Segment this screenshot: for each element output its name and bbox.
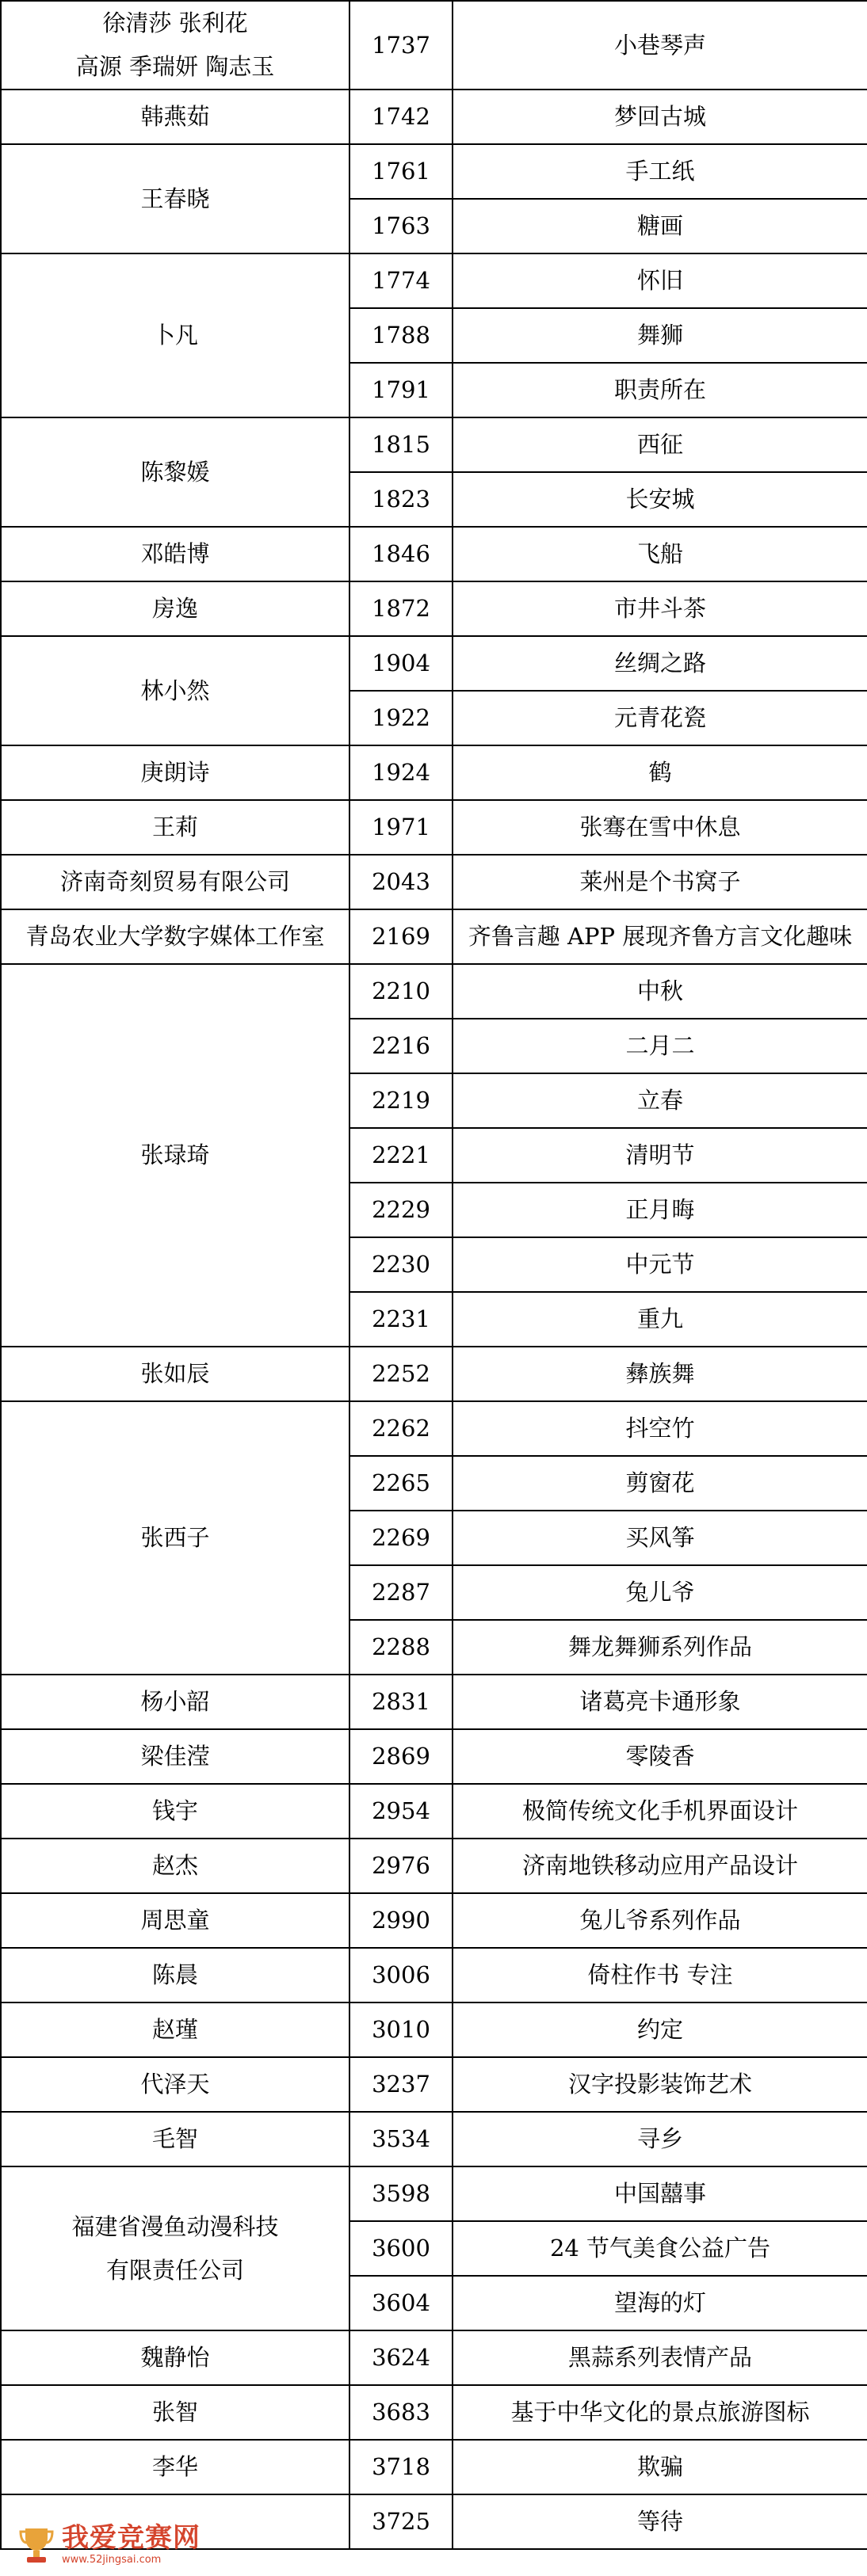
- entry-title-cell: 零陵香: [453, 1729, 867, 1784]
- entry-id-cell: 1904: [349, 636, 453, 691]
- entry-title-cell: 兔儿爷: [453, 1565, 867, 1620]
- entry-id-cell: 1971: [349, 800, 453, 855]
- table-row: [1, 2385, 867, 2440]
- table-row: [1, 1, 867, 90]
- table-row: [1, 1729, 867, 1784]
- entry-id-cell: 2288: [349, 1620, 453, 1675]
- table-row: [1, 909, 867, 964]
- entry-id-cell: 2976: [349, 1839, 453, 1893]
- table-row: [1, 1784, 867, 1839]
- entry-id-cell: 1872: [349, 581, 453, 636]
- entry-title-cell: 兔儿爷系列作品: [453, 1893, 867, 1948]
- entry-id-cell: 2262: [349, 1401, 453, 1456]
- entry-id-cell: 3598: [349, 2166, 453, 2221]
- entry-id-cell: 2869: [349, 1729, 453, 1784]
- entry-id-cell: 3237: [349, 2057, 453, 2112]
- entry-title-cell: 梦回古城: [453, 90, 867, 144]
- awards-table-body: [1, 1, 867, 2554]
- entry-title-cell: 寻乡: [453, 2112, 867, 2166]
- entry-title-cell: 怀旧: [453, 253, 867, 308]
- entry-id-cell: 2169: [349, 909, 453, 964]
- trophy-icon: [17, 2524, 55, 2565]
- entry-id-cell: 2230: [349, 1237, 453, 1292]
- entry-id-cell: 3600: [349, 2221, 453, 2276]
- entry-title-cell: 职责所在: [453, 363, 867, 417]
- winner-cell: 王莉: [1, 800, 349, 855]
- entry-title-cell: 黑蒜系列表情产品: [453, 2330, 867, 2385]
- entry-title-cell: 二月二: [453, 1019, 867, 1073]
- entry-title-cell: 彝族舞: [453, 1347, 867, 1401]
- table-row: [1, 2002, 867, 2057]
- entry-title-cell: 重九: [453, 1292, 867, 1347]
- entry-title-cell: 约定: [453, 2002, 867, 2057]
- entry-id-cell: 1924: [349, 745, 453, 800]
- winner-cell: 张琭琦: [1, 964, 349, 1347]
- entry-id-cell: 1761: [349, 144, 453, 199]
- winner-cell: 魏静怡: [1, 2330, 349, 2385]
- entry-title-cell: 基于中华文化的景点旅游图标: [453, 2385, 867, 2440]
- winner-cell: 赵瑾: [1, 2002, 349, 2057]
- winner-cell: 青岛农业大学数字媒体工作室: [1, 909, 349, 964]
- entry-id-cell: 3534: [349, 2112, 453, 2166]
- entry-id-cell: 2219: [349, 1073, 453, 1128]
- winner-cell: 李华: [1, 2440, 349, 2494]
- entry-title-cell: 买风筝: [453, 1511, 867, 1565]
- entry-title-cell: 中秋: [453, 964, 867, 1019]
- entry-title-cell: 齐鲁言趣 APP 展现齐鲁方言文化趣味: [453, 909, 867, 964]
- table-row: [1, 1893, 867, 1948]
- entry-id-cell: 3718: [349, 2440, 453, 2494]
- entry-id-cell: 2252: [349, 1347, 453, 1401]
- winner-cell: 卜凡: [1, 253, 349, 417]
- entry-title-cell: 立春: [453, 1073, 867, 1128]
- table-row: [1, 855, 867, 909]
- entry-title-cell: 莱州是个书窝子: [453, 855, 867, 909]
- entry-id-cell: 1846: [349, 527, 453, 581]
- winner-cell: 梁佳滢: [1, 1729, 349, 1784]
- table-row: [1, 2166, 867, 2221]
- entry-id-cell: 2954: [349, 1784, 453, 1839]
- entry-title-cell: 小巷琴声: [453, 1, 867, 90]
- table-row: [1, 1401, 867, 1456]
- winner-cell: 钱宇: [1, 1784, 349, 1839]
- watermark-url: www.52jingsai.com: [62, 2553, 162, 2566]
- winner-cell: 代泽天: [1, 2057, 349, 2112]
- entry-id-cell: 2231: [349, 1292, 453, 1347]
- winner-cell: 房逸: [1, 581, 349, 636]
- table-row: [1, 636, 867, 691]
- entry-title-cell: 舞狮: [453, 308, 867, 363]
- entry-id-cell: 2043: [349, 855, 453, 909]
- entry-id-cell: 1774: [349, 253, 453, 308]
- winner-cell: 韩燕茹: [1, 90, 349, 144]
- entry-id-cell: 3725: [349, 2494, 453, 2549]
- entry-id-cell: 1922: [349, 691, 453, 745]
- winner-cell: 周思童: [1, 1893, 349, 1948]
- entry-title-cell: 西征: [453, 417, 867, 472]
- table-row: [1, 1948, 867, 2002]
- entry-id-cell: 1737: [349, 1, 453, 90]
- entry-title-cell: 糖画: [453, 199, 867, 253]
- entry-title-cell: 元青花瓷: [453, 691, 867, 745]
- entry-title-cell: 丝绸之路: [453, 636, 867, 691]
- entry-id-cell: 1823: [349, 472, 453, 527]
- table-row: [1, 527, 867, 581]
- entry-title-cell: 济南地铁移动应用产品设计: [453, 1839, 867, 1893]
- winner-cell: 林小然: [1, 636, 349, 745]
- table-row: [1, 581, 867, 636]
- entry-title-cell: 极简传统文化手机界面设计: [453, 1784, 867, 1839]
- winner-cell: 毛智: [1, 2112, 349, 2166]
- entry-title-cell: 倚柱作书 专注: [453, 1948, 867, 2002]
- table-row: [1, 2057, 867, 2112]
- entry-id-cell: 2831: [349, 1675, 453, 1729]
- winner-cell: 徐清莎 张利花 高源 季瑞妍 陶志玉: [1, 1, 349, 90]
- entry-id-cell: 1763: [349, 199, 453, 253]
- table-row: [1, 2330, 867, 2385]
- table-row: [1, 253, 867, 308]
- entry-id-cell: 3604: [349, 2276, 453, 2330]
- entry-id-cell: 3006: [349, 1948, 453, 2002]
- entry-id-cell: 2210: [349, 964, 453, 1019]
- entry-id-cell: 3683: [349, 2385, 453, 2440]
- entry-title-cell: 24 节气美食公益广告: [453, 2221, 867, 2276]
- entry-id-cell: 1791: [349, 363, 453, 417]
- entry-title-cell: 鹤: [453, 745, 867, 800]
- entry-id-cell: 1788: [349, 308, 453, 363]
- winner-cell: 张智: [1, 2385, 349, 2440]
- entry-title-cell: 飞船: [453, 527, 867, 581]
- entry-title-cell: 抖空竹: [453, 1401, 867, 1456]
- entry-id-cell: 2269: [349, 1511, 453, 1565]
- entry-id-cell: 2221: [349, 1128, 453, 1183]
- table-row: [1, 90, 867, 144]
- entry-title-cell: 中元节: [453, 1237, 867, 1292]
- entry-id-cell: 2216: [349, 1019, 453, 1073]
- winner-cell: 陈黎媛: [1, 417, 349, 527]
- entry-title-cell: 清明节: [453, 1128, 867, 1183]
- table-row: [1, 1839, 867, 1893]
- table-row: [1, 745, 867, 800]
- entry-title-cell: 正月晦: [453, 1183, 867, 1237]
- table-row: [1, 1347, 867, 1401]
- winner-cell: 杨小韶: [1, 1675, 349, 1729]
- entry-id-cell: 3624: [349, 2330, 453, 2385]
- winner-cell: 济南奇刻贸易有限公司: [1, 855, 349, 909]
- entry-id-cell: 1742: [349, 90, 453, 144]
- entry-title-cell: 诸葛亮卡通形象: [453, 1675, 867, 1729]
- table-row: [1, 2440, 867, 2494]
- winner-cell: 福建省漫鱼动漫科技 有限责任公司: [1, 2166, 349, 2330]
- winner-cell: 邓皓博: [1, 527, 349, 581]
- table-row: [1, 417, 867, 472]
- entry-title-cell: 欺骗: [453, 2440, 867, 2494]
- table-row: [1, 800, 867, 855]
- entry-id-cell: 2287: [349, 1565, 453, 1620]
- entry-title-cell: 中国囍事: [453, 2166, 867, 2221]
- watermark: [17, 2519, 201, 2570]
- entry-id-cell: 3010: [349, 2002, 453, 2057]
- winner-cell: 张如辰: [1, 1347, 349, 1401]
- entry-title-cell: 舞龙舞狮系列作品: [453, 1620, 867, 1675]
- entry-title-cell: 汉字投影装饰艺术: [453, 2057, 867, 2112]
- table-row: [1, 2112, 867, 2166]
- table-row: [1, 144, 867, 199]
- table-row: [1, 1675, 867, 1729]
- winner-cell: 张西子: [1, 1401, 349, 1675]
- winner-cell: 陈晨: [1, 1948, 349, 2002]
- entry-id-cell: 1815: [349, 417, 453, 472]
- entry-title-cell: 手工纸: [453, 144, 867, 199]
- entry-id-cell: 2229: [349, 1183, 453, 1237]
- entry-title-cell: 市井斗茶: [453, 581, 867, 636]
- winner-cell: 庚朗诗: [1, 745, 349, 800]
- watermark-title: 我爱竞赛网: [62, 2521, 201, 2554]
- entry-title-cell: 剪窗花: [453, 1456, 867, 1511]
- entry-title-cell: 等待: [453, 2494, 867, 2549]
- entry-title-cell: 张骞在雪中休息: [453, 800, 867, 855]
- entry-id-cell: 2265: [349, 1456, 453, 1511]
- winner-cell: 王春晓: [1, 144, 349, 253]
- entry-id-cell: 2990: [349, 1893, 453, 1948]
- winner-cell: 赵杰: [1, 1839, 349, 1893]
- entry-title-cell: 长安城: [453, 472, 867, 527]
- table-row: [1, 964, 867, 1019]
- entry-title-cell: 望海的灯: [453, 2276, 867, 2330]
